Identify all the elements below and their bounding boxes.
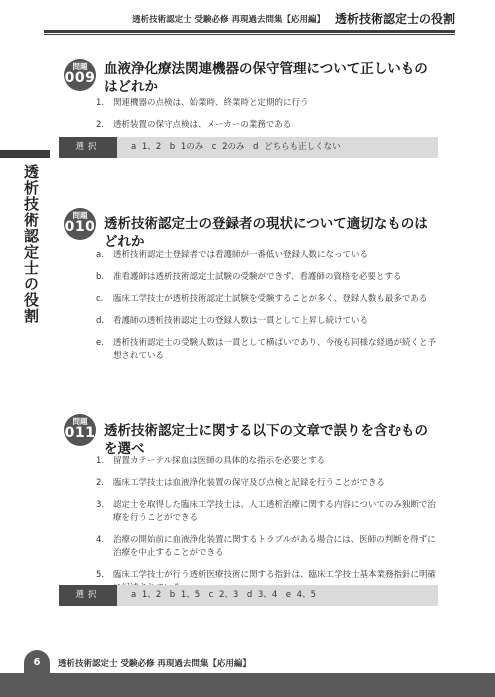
- option-marker: 1.: [96, 98, 105, 108]
- header-chapter-title: 透析技術認定士の役割: [334, 12, 455, 26]
- header-rule: [44, 30, 455, 33]
- option-marker: b.: [96, 272, 105, 282]
- question-badge: [64, 59, 96, 91]
- question-009-options: [96, 97, 441, 141]
- option-marker: d.: [96, 316, 105, 326]
- option-text: 透析技術認定士の受験人数は一貫として横ばいであり、今後も同様な経過が続くと予想されている: [113, 338, 437, 361]
- option-text: 看護師の透析技術認定士の登録人数は一貫として上昇し続けている: [113, 316, 369, 326]
- badge-number: 011: [64, 425, 96, 441]
- option-item: [96, 271, 441, 284]
- header-series-title: 透析技術認定士 受験必修 再現過去問集【応用編】: [132, 14, 325, 25]
- choice-options: a 1、2 b 1のみ c 2のみ d どちらも正しくない: [131, 142, 341, 152]
- option-text: 臨床工学技士が透析技術認定士試験を受験することが多く、登録人数も最多である: [113, 294, 428, 304]
- question-badge: [64, 414, 96, 446]
- answer-choices-009: [59, 137, 438, 158]
- badge-label: 問題: [72, 211, 88, 220]
- badge-label: 問題: [72, 417, 88, 426]
- side-tab-bar: [0, 150, 50, 158]
- question-badge: [64, 208, 96, 240]
- option-text: 治療の開始前に血液浄化装置に関するトラブルがある場合には、医師の判断を得ずに治療を中止することができる: [113, 535, 436, 558]
- option-marker: 5.: [96, 570, 105, 580]
- option-marker: 4.: [96, 535, 105, 545]
- footer-bar: [0, 673, 495, 697]
- question-011-options: [96, 455, 441, 604]
- option-marker: a.: [96, 250, 104, 260]
- option-item: [96, 293, 441, 306]
- option-text: 関連機器の点検は、始業時、終業時と定期的に行う: [113, 98, 309, 108]
- option-text: 臨床工学技士は血液浄化装置の保守及び点検と記録を行うことができる: [113, 478, 386, 488]
- option-text: 留置カテーテル採血は医師の具体的な指示を必要とする: [113, 456, 326, 466]
- question-title: 透析技術認定士の登録者の現状について適切なものはどれか: [104, 216, 428, 250]
- badge-label: 問題: [72, 62, 88, 71]
- badge-number: 009: [64, 70, 96, 86]
- option-item: [96, 97, 441, 110]
- option-marker: 2.: [96, 478, 105, 488]
- option-item: [96, 119, 441, 132]
- page-number-tab: [24, 650, 50, 697]
- option-text: 准看護師は透析技術認定士試験の受験ができず、看護師の資格を必要とする: [113, 272, 402, 282]
- page-number: 6: [33, 657, 41, 668]
- option-marker: e.: [96, 338, 104, 348]
- choice-label: 選択: [59, 137, 117, 158]
- question-title: 血液浄化療法関連機器の保守管理について正しいものはどれか: [104, 61, 428, 95]
- option-marker: 1.: [96, 456, 105, 466]
- question-title: 透析技術認定士に関する以下の文章で誤りを含むものを選べ: [104, 423, 428, 457]
- side-chapter-label: 透析技術認定士の役割: [22, 164, 40, 324]
- running-header: [132, 10, 455, 27]
- option-item: [96, 534, 441, 560]
- option-item: [96, 337, 441, 363]
- answer-choices-011: [59, 585, 438, 606]
- option-item: [96, 477, 441, 490]
- choice-label: 選択: [59, 585, 117, 606]
- choice-options: a 1、2 b 1、5 c 2、3 d 3、4 e 4、5: [131, 590, 316, 600]
- option-item: [96, 315, 441, 328]
- option-marker: c.: [96, 294, 104, 304]
- option-marker: 2.: [96, 120, 105, 130]
- option-item: [96, 455, 441, 468]
- footer-title: 透析技術認定士 受験必修 再現過去問集【応用編】: [58, 659, 251, 669]
- option-item: [96, 249, 441, 262]
- header-rule-thin: [44, 34, 455, 35]
- badge-number: 010: [64, 219, 96, 235]
- question-010-options: [96, 249, 441, 372]
- option-item: [96, 499, 441, 525]
- option-text: 認定士を取得した臨床工学技士は、人工透析治療に関する内容についてのみ独断で治療を行うことができる: [113, 500, 436, 523]
- option-text: 透析技術認定士登録者では看護師が一番低い登録人数になっている: [113, 250, 369, 260]
- option-marker: 3.: [96, 500, 105, 510]
- option-text: 臨床工学技士が行う透析医療技術に関する指針は、臨床工学技士基本業務指針に明確: [113, 570, 437, 580]
- option-text: 透析装置の保守点検は、メーカーの業務である: [113, 120, 292, 130]
